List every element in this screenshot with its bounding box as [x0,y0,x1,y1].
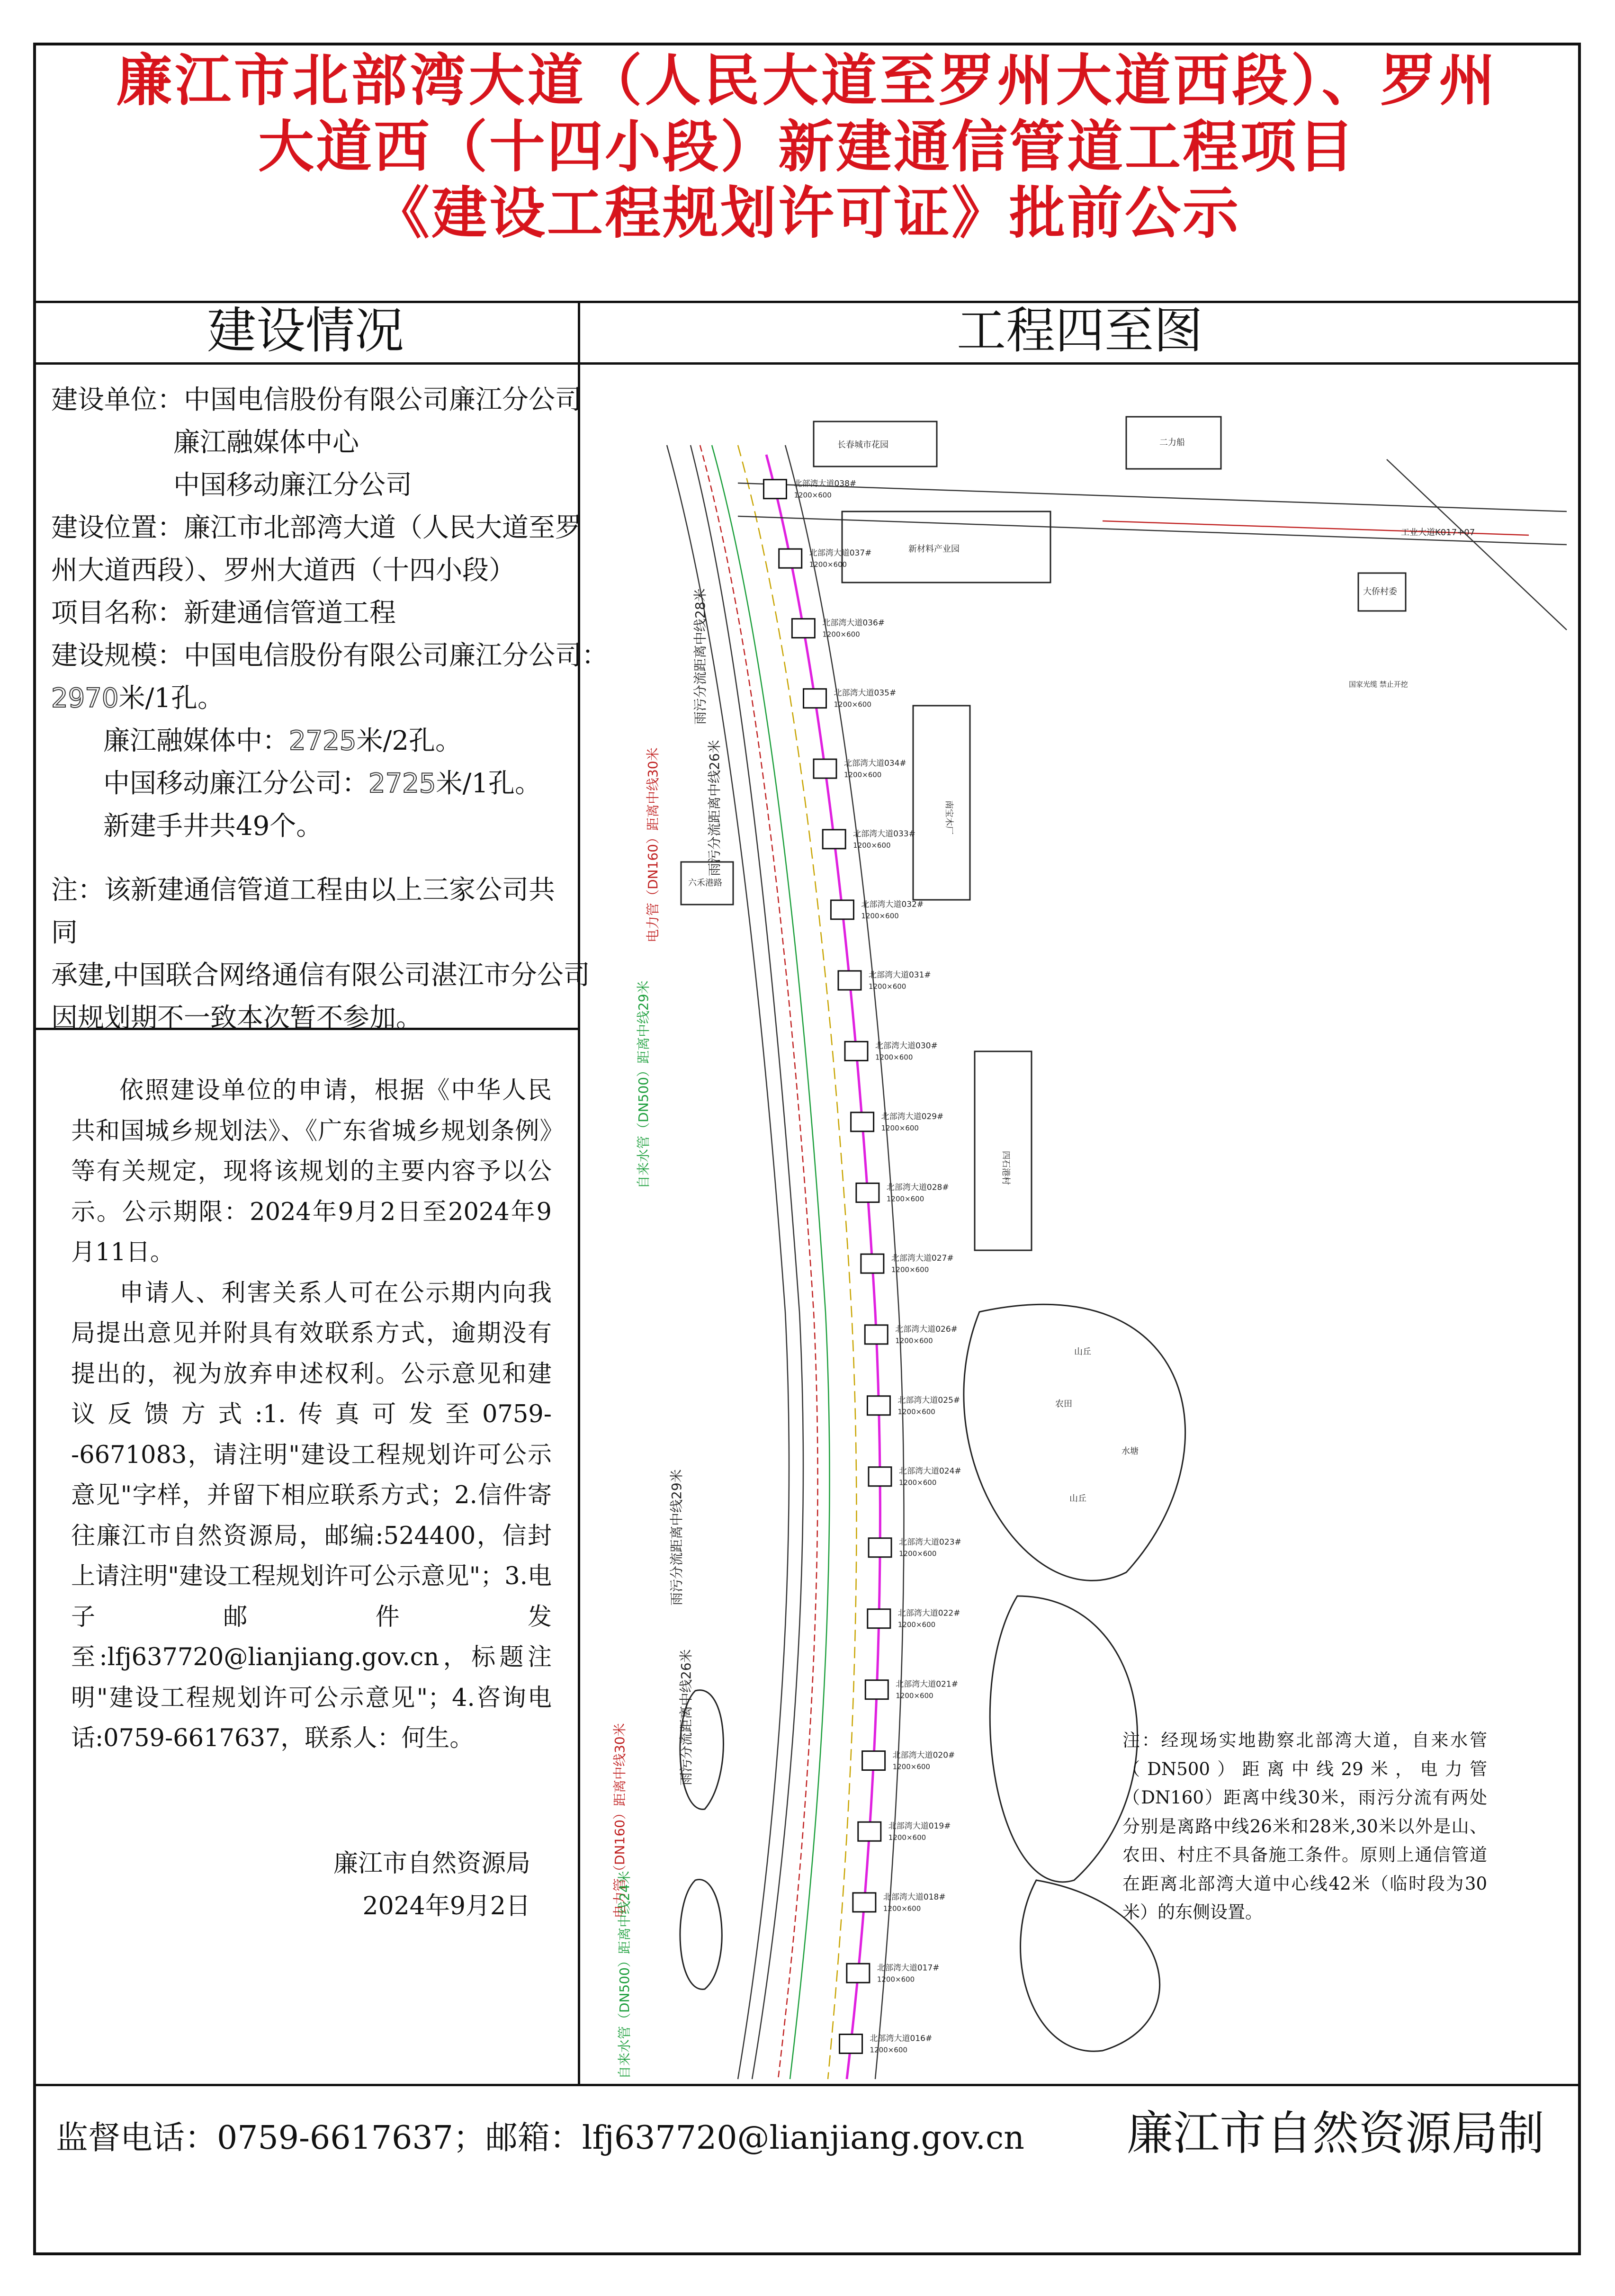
label-rain-3: 雨污分流距离中线29米 [669,1469,684,1605]
manhole-well [840,2034,862,2053]
well-size-label: 1200×600 [891,1265,929,1274]
label-hill-2: 农田 [1055,1399,1072,1409]
location-label: 建设位置： [51,512,184,543]
note-line-2: 承建,中国联合网络通信有限公司湛江市分公司 [51,960,590,991]
manhole-well [862,1751,885,1770]
title-line-2: 大道西（十四小段）新建通信管道工程项目 [258,114,1356,179]
title-line-3: 《建设工程规划许可证》批前公示 [373,180,1240,246]
well-label: 北部湾大道021# [896,1679,958,1689]
manhole-well [838,971,861,990]
unit-3: 中国移动廉江分公司 [173,470,412,501]
scale-telecom: 中国电信股份有限公司廉江分公司： [184,640,608,671]
well-size-label: 1200×600 [896,1691,933,1700]
media-unit: 米/2孔。 [356,726,462,756]
well-label: 北部湾大道027# [891,1254,954,1264]
well-label: 北部湾大道023# [899,1537,961,1547]
label-east2: 四石港村 [1001,1151,1011,1185]
well-size-label: 1200×600 [898,1478,937,1487]
well-size-label: 1200×600 [875,1053,913,1062]
well-size-label: 1200×600 [897,1407,935,1416]
scale-label: 建设规模： [51,640,184,671]
map-note: 注：经现场实地勘察北部湾大道，自来水管（DN500）距离中线29米，电力管（DN160）距离中线30米，雨污分流有两处分别是离路中线26米和28米,30米以外是山、农田、村庄不具备施工条件。原则上通信管道在距离北部湾大道中心线42米（临时段为30米）的东侧设置。 [1122,1730,1487,1922]
well-size-label: 1200×600 [883,1904,921,1913]
title-line-1: 廉江市北部湾大道（人民大道至罗州大道西段）、罗州 [116,48,1498,113]
well-label: 北部湾大道032# [861,899,924,909]
section-head-right: 工程四至图 [956,302,1203,359]
well-size-label: 1200×600 [861,911,899,920]
media-length: 2725 [289,726,357,756]
manhole-well [847,1964,870,1982]
label-hill-1: 山丘 [1074,1347,1091,1357]
well-size-label: 1200×600 [794,491,832,500]
unit-2: 廉江融媒体中心 [173,427,359,458]
label-rain-1: 雨污分流距离中线28米 [692,588,708,725]
well-label: 北部湾大道026# [895,1324,958,1334]
label-rain-4: 雨污分流距离中线26米 [678,1649,694,1785]
label-warning: 国家光缆 禁止开挖 [1349,680,1408,689]
well-size-label: 1200×600 [834,700,871,709]
manhole-well [861,1254,884,1273]
well-label: 北部湾大道019# [888,1821,951,1831]
well-label: 北部湾大道024# [898,1466,961,1476]
manhole-well [792,619,815,638]
label-road-east: 工业大道K017+07 [1401,528,1475,538]
project-info [51,379,608,848]
well-size-label: 1200×600 [868,982,906,991]
manhole-well [845,1041,868,1060]
notice-title [33,47,1581,246]
well-size-label: 1200×600 [853,841,891,850]
manhole-well [831,900,853,919]
label-hill-3: 水塘 [1122,1446,1139,1456]
signature-date: 2024年9月2日 [362,1892,530,1920]
label-village: 大侨村委 [1363,587,1397,597]
manhole-well [869,1538,891,1557]
manhole-well [869,1467,891,1486]
well-label: 北部湾大道022# [897,1608,960,1618]
well-label: 北部湾大道035# [834,688,897,698]
note-line-1: 注：该新建通信管道工程由以上三家公司共同 [51,875,555,948]
telecom-unit: 米/1孔。 [118,683,224,714]
well-size-label: 1200×600 [897,1620,936,1629]
hill-outline-1 [964,1304,1185,1580]
section-head-left: 建设情况 [206,302,404,359]
mobile-unit: 米/1孔。 [436,768,542,799]
label-rain-2: 雨污分流距离中线26米 [707,740,722,876]
label-water-2: 自来水管（DN500）距离中线24米 [617,1871,632,2079]
label-store: 长春城市花园 [837,440,888,450]
well-label: 北部湾大道018# [883,1892,946,1902]
well-label: 北部湾大道028# [886,1183,949,1193]
well-size-label: 1200×600 [870,2045,907,2054]
participation-note [51,869,590,1040]
telecom-length: 2970 [51,683,119,714]
manhole-well [856,1183,879,1202]
project-name: 新建通信管道工程 [184,598,396,628]
label-power-1: 电力管（DN160）距离中线30米 [645,747,661,942]
well-size-label: 1200×600 [895,1336,933,1345]
well-label: 北部湾大道031# [868,970,931,980]
label-liuhe: 六禾港路 [688,878,722,888]
well-size-label: 1200×600 [888,1833,926,1842]
manhole-well [804,689,826,708]
well-label: 北部湾大道037# [809,548,872,558]
well-label: 北部湾大道020# [892,1750,955,1760]
mobile-length: 2725 [368,768,436,799]
location-line-2: 州大道西段）、罗州大道西（十四小段） [51,555,515,586]
manhole-well [814,759,836,778]
project-label: 项目名称： [51,598,184,628]
manhole-well [823,830,845,849]
pond-outline-2 [680,1880,722,1990]
well-size-label: 1200×600 [881,1123,919,1132]
manhole-well [853,1893,876,1912]
well-label: 北部湾大道030# [875,1041,938,1051]
note-line-3: 因规划期不一致本次暂不参加。 [51,1003,422,1033]
notice-paragraph-1: 依照建设单位的申请，根据《中华人民共和国城乡规划法》、《广东省城乡规划条例》等有关规定，现将该规划的主要内容予以公示。公示期限：2024年9月2日至2024年9月11日。 [71,1076,552,1266]
well-label: 北部湾大道034# [843,759,906,769]
well-label: 北部湾大道033# [853,829,915,839]
media-label: 廉江融媒体中： [103,726,289,756]
label-center: 新材料产业园 [908,544,960,554]
road-east-top [738,483,1567,511]
well-label: 北部湾大道016# [870,2034,933,2044]
label-bld2: 二力船 [1159,438,1185,448]
wells-count: 新建手井共49个。 [103,811,323,842]
manhole-well [851,1112,874,1131]
public-notice [71,1070,552,1759]
notice-paragraph-2: 申请人、利害关系人可在公示期内向我局提出意见并附具有效联系方式，逾期没有提出的，视为放弃申述权利。公示意见和建议反馈方式:1.传真可发至0759--6671083，请注明"建设工程规划许可公示意见"字样，并留下相应联系方式；2.信件寄往廉江市自然资源局，邮编:524400，信封上请注明"建设工程规划许可公示意见"；3.电子邮件发至:lfj637720@lianjiang.gov.cn，标题注明"建设工程规划许可公示意见"；4.咨询电话:0759-6617637，联系人：何生。 [71,1279,552,1752]
mobile-label: 中国移动廉江分公司： [103,768,368,799]
road-edge-west [667,445,789,2079]
divider-columns [578,301,580,2084]
well-size-label: 1200×600 [899,1549,937,1558]
well-size-label: 1200×600 [877,1975,915,1984]
well-label: 北部湾大道017# [877,1963,940,1973]
manhole-well [865,1325,888,1344]
well-size-label: 1200×600 [886,1194,924,1203]
label-water-1: 自来水管（DN500）距离中线29米 [636,980,651,1189]
unit-label: 建设单位： [51,385,184,415]
manhole-well [858,1822,881,1841]
well-label: 北部湾大道038# [794,479,857,489]
manhole-well [763,480,786,499]
manhole-well [865,1680,888,1699]
unit-1: 中国电信股份有限公司廉江分公司 [184,385,582,415]
road-east-diagonal [1387,459,1567,630]
supervision-contact: 监督电话：0759-6617637；邮箱：lfj637720@lianjiang.gov.cn [56,2119,1024,2157]
well-label: 北部湾大道036# [822,618,885,628]
well-size-label: 1200×600 [843,771,882,780]
manhole-well [867,1396,890,1415]
building-east-1 [913,706,970,900]
well-size-label: 1200×600 [822,630,860,639]
maker-label: 廉江市自然资源局制 [1126,2107,1544,2161]
well-label: 北部湾大道025# [897,1395,960,1405]
signature-org: 廉江市自然资源局 [333,1849,530,1878]
hill-outline-2 [990,1596,1137,1882]
label-power-2: 电力管（DN160）距离中线30米 [612,1723,628,1918]
label-hill-4: 山丘 [1069,1494,1086,1504]
well-label: 北部湾大道029# [881,1112,944,1121]
manhole-well [868,1609,890,1628]
label-east1: 南宝木厂 [944,800,954,834]
well-size-label: 1200×600 [892,1762,930,1771]
location-line-1: 廉江市北部湾大道（人民大道至罗 [184,512,582,543]
well-size-label: 1200×600 [809,560,847,569]
manhole-well [779,549,802,568]
